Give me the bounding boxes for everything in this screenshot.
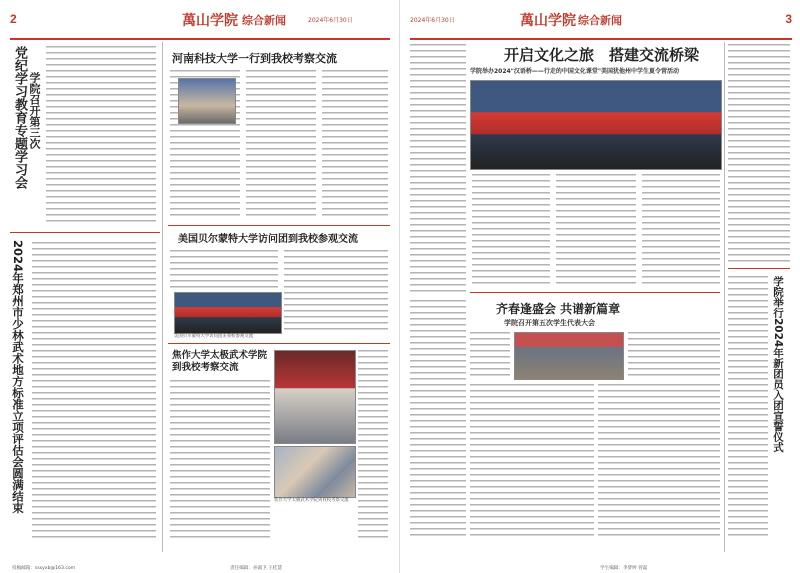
jiaozuo-title: 焦作大学太极武术学院到我校考察交流 bbox=[172, 350, 268, 373]
culture-body-col2 bbox=[556, 174, 636, 284]
culture-photo bbox=[470, 80, 722, 170]
issue-date: 2024年6月30日 bbox=[410, 17, 455, 24]
divider bbox=[168, 343, 390, 344]
usa-photo bbox=[174, 292, 282, 334]
culture-subtitle: 学院举办2024"汉语桥——行走的中国文化课堂"美国犹他州中学生夏令营活动 bbox=[470, 68, 679, 75]
page-number: 3 bbox=[785, 12, 792, 26]
jiaozuo-photo-2 bbox=[274, 446, 356, 498]
congress-photo bbox=[514, 332, 624, 380]
jiaozuo-caption: 焦作大学太极武术学院到我校考察交流 bbox=[274, 498, 349, 503]
page-number: 2 bbox=[10, 12, 17, 26]
masthead-logo: 萬山学院 bbox=[520, 13, 576, 29]
jiaozuo-body bbox=[170, 380, 270, 540]
henan-title: 河南科技大学一行到我校考察交流 bbox=[172, 52, 337, 65]
culture-title: 开启文化之旅 搭建交流桥梁 bbox=[504, 46, 700, 64]
recruit-body bbox=[728, 276, 768, 538]
congress-lead-right bbox=[628, 332, 720, 376]
shaolin-body bbox=[32, 242, 156, 542]
masthead-logo: 萬山学院 bbox=[182, 13, 238, 29]
congress-body-col1 bbox=[470, 384, 594, 540]
divider bbox=[470, 292, 720, 293]
party-study-subtitle: 学院召开第三次 bbox=[28, 72, 41, 149]
party-study-title: 党纪学习教育专题学习会 bbox=[12, 46, 27, 189]
culture-body-col3 bbox=[642, 174, 720, 284]
usa-body-right bbox=[284, 250, 388, 330]
column-divider bbox=[162, 42, 163, 552]
congress-lead bbox=[470, 332, 510, 376]
congress-subtitle: 学院召开第五次学生代表大会 bbox=[504, 319, 595, 327]
henan-photo bbox=[178, 78, 236, 124]
jiaozuo-photo bbox=[274, 350, 356, 444]
usa-body bbox=[170, 250, 278, 290]
section-label: 综合新闻 bbox=[242, 14, 286, 27]
divider bbox=[728, 268, 790, 269]
divider bbox=[10, 232, 160, 233]
footer-editor: 责任编辑：孙淑卫 王桂慧 bbox=[230, 566, 282, 571]
jiaozuo-sidebar bbox=[358, 350, 388, 540]
left-page-header bbox=[10, 0, 390, 40]
divider bbox=[168, 225, 390, 226]
henan-body-col2 bbox=[246, 70, 316, 220]
congress-left-column bbox=[410, 300, 466, 540]
column-divider bbox=[724, 42, 725, 552]
right-page-header bbox=[410, 0, 792, 40]
shaolin-title: 2024年郑州市少林武术地方标准立项评估会圆满结束 bbox=[11, 240, 25, 514]
usa-caption: 美国贝尔蒙特大学访问团来我校参观交流 bbox=[174, 334, 254, 339]
section-label: 综合新闻 bbox=[578, 14, 622, 27]
right-column-body bbox=[728, 44, 790, 264]
footer-editor: 学生编辑：李梦婷 曾磊 bbox=[600, 566, 648, 571]
henan-body-col3 bbox=[322, 70, 388, 220]
issue-date: 2024年6月30日 bbox=[308, 17, 353, 24]
congress-body-col2 bbox=[598, 384, 720, 540]
party-study-body bbox=[46, 46, 156, 226]
carryover-body bbox=[410, 44, 466, 294]
footer-email: 投稿邮箱：sssyxb@163.com bbox=[12, 566, 76, 571]
usa-title: 美国贝尔蒙特大学访问团到我校参观交流 bbox=[178, 234, 358, 245]
page-gutter bbox=[399, 0, 400, 573]
culture-body-col1 bbox=[472, 174, 550, 284]
recruit-title: 学院举行2024年新团员入团宣誓仪式 bbox=[772, 276, 784, 453]
congress-title: 齐春逢盛会 共谱新篇章 bbox=[496, 302, 621, 316]
